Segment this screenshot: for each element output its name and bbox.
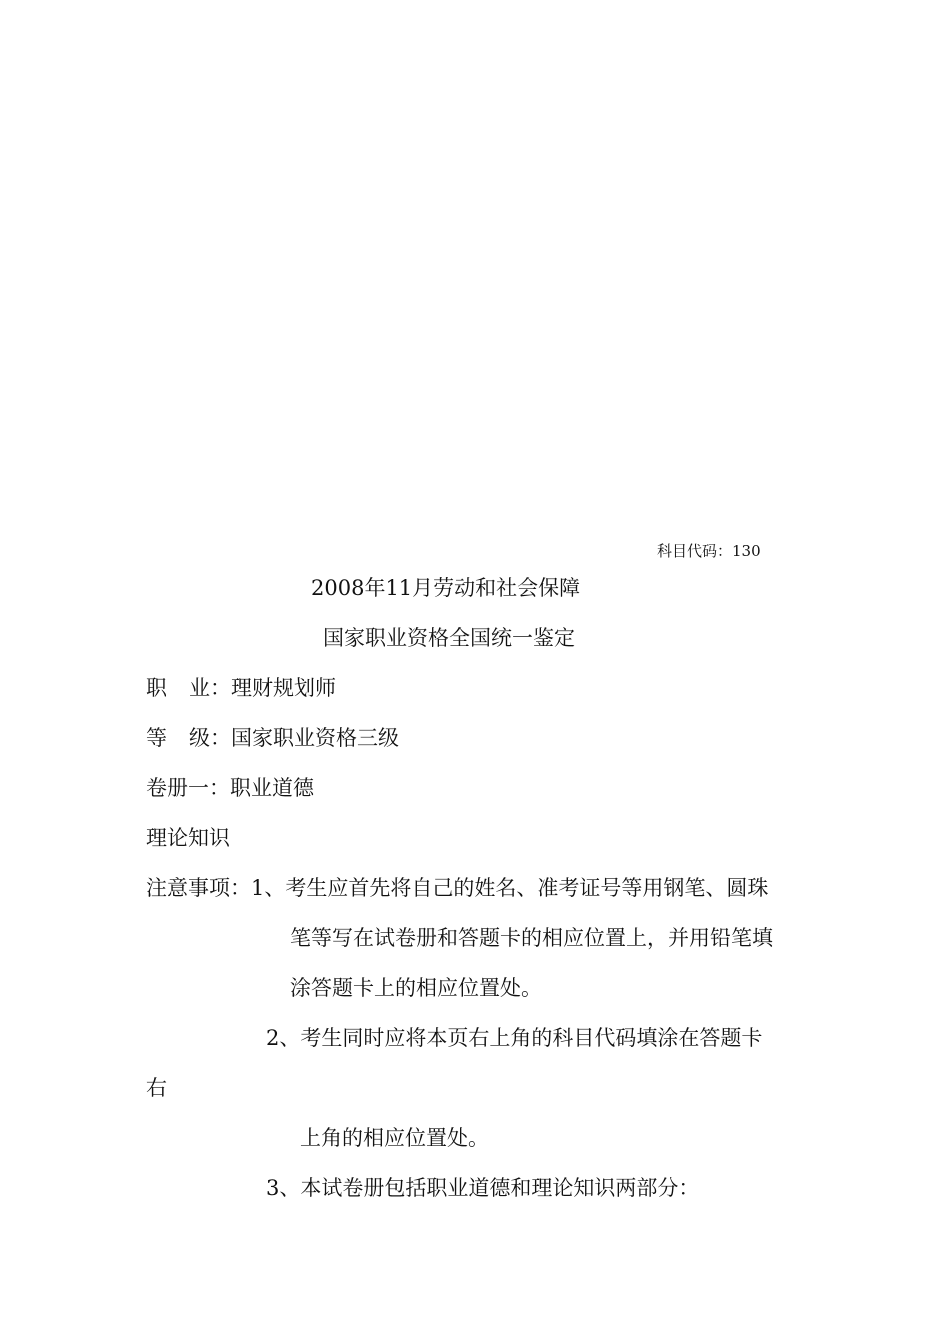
occupation-value: 理财规划师 — [231, 676, 336, 700]
notes-label: 注意事项： — [146, 876, 251, 900]
note-item-3-line-1: 3、本试卷册包括职业道德和理论知识两部分： — [266, 1176, 700, 1200]
level-value: 国家职业资格三级 — [231, 726, 399, 750]
note-item-1-line-1: 1、考生应首先将自己的姓名、准考证号等用钢笔、圆珠 — [251, 876, 769, 900]
note-item-2-line-2: 右 — [146, 1076, 167, 1100]
title-line-2: 国家职业资格全国统一鉴定 — [323, 626, 575, 650]
note-item-2-line-3: 上角的相应位置处。 — [300, 1126, 489, 1150]
occupation-label-part-1: 职 — [146, 676, 167, 700]
level-label-part-1: 等 — [146, 726, 167, 750]
subject-code: 科目代码：130 — [657, 542, 761, 560]
note-item-2-line-1: 2、考生同时应将本页右上角的科目代码填涂在答题卡 — [266, 1026, 763, 1050]
theory-line: 理论知识 — [146, 826, 230, 850]
occupation-label-part-2: 业： — [189, 676, 231, 700]
notes-row-1 — [146, 874, 768, 902]
note-item-1-line-2: 笔等写在试卷册和答题卡的相应位置上，并用铅笔填 — [290, 926, 773, 950]
note-item-1-line-3: 涂答题卡上的相应位置处。 — [290, 976, 542, 1000]
level-label-part-2: 级： — [189, 726, 231, 750]
title-line-1: 2008年11月劳动和社会保障 — [311, 576, 581, 600]
level-row — [146, 724, 399, 752]
occupation-row — [146, 674, 336, 702]
volume-line: 卷册一：职业道德 — [146, 776, 314, 800]
